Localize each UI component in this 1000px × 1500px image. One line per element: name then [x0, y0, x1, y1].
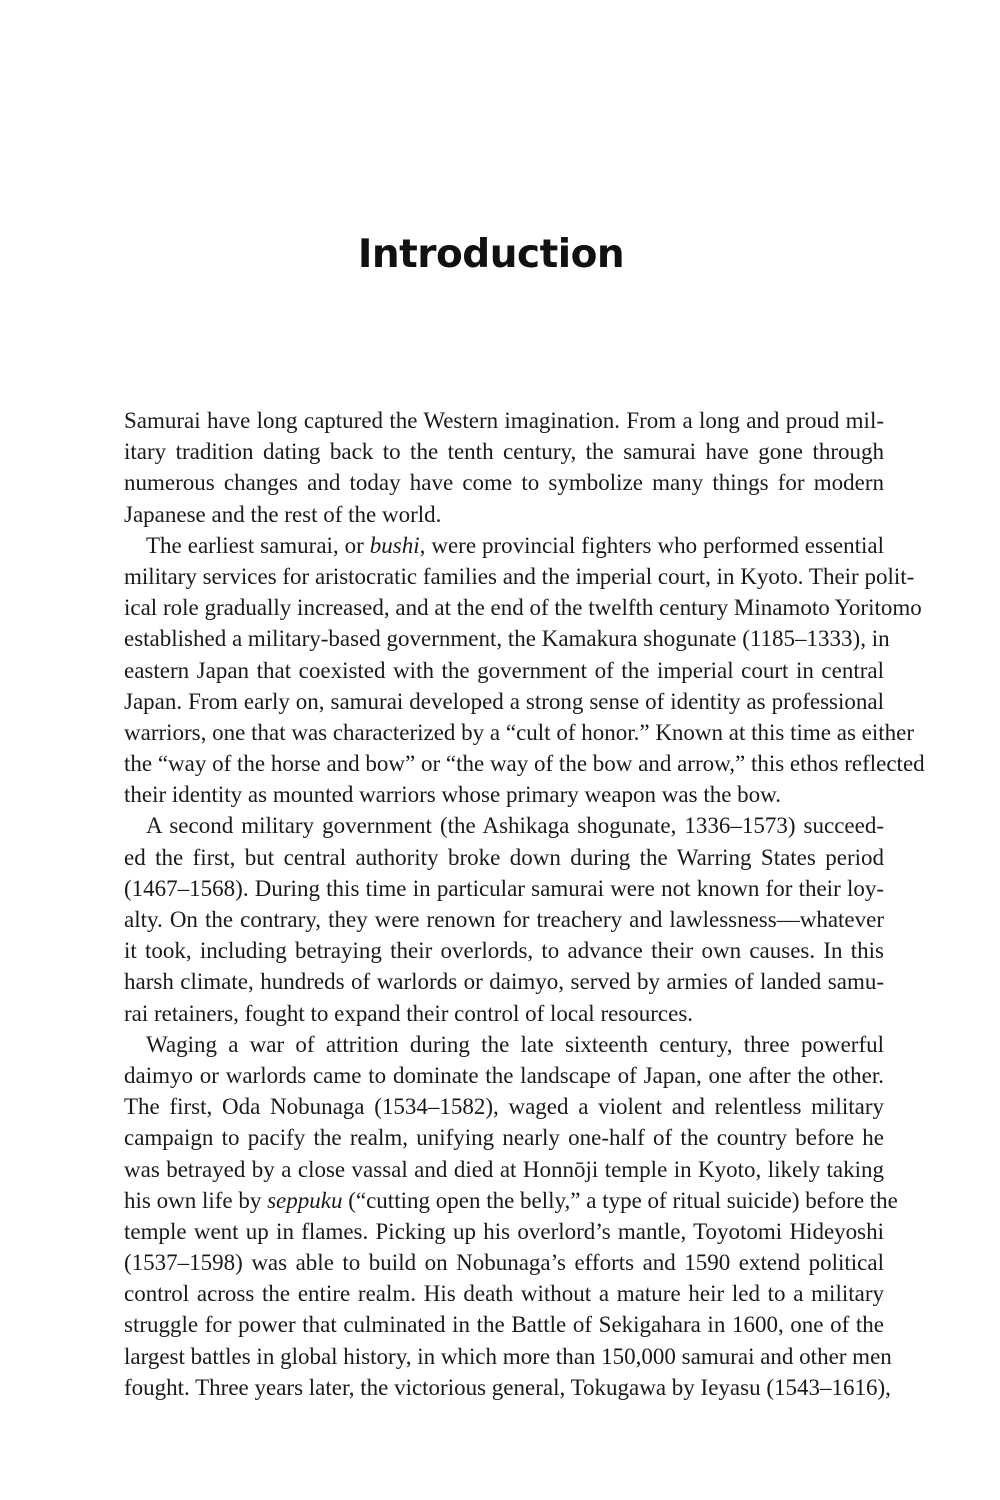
text-line: ical role gradually increased, and at the end of the twelfth century Minamoto Yoritomo	[124, 595, 922, 621]
text-line: (1537–1598) was able to build on Nobunaga’s efforts and 1590 extend political	[124, 1250, 884, 1276]
text-line: his own life by seppuku (“cutting open the belly,” a type of ritual suicide) before the	[124, 1187, 898, 1213]
text-line: eastern Japan that coexisted with the government of the imperial court in central	[124, 657, 884, 683]
text-line: alty. On the contrary, they were renown for treachery and lawlessness—whatever	[124, 907, 884, 932]
text-line: struggle for power that culminated in the Battle of Sekigahara in 1600, one of the	[124, 1312, 884, 1338]
text-line: their identity as mounted warriors whose primary weapon was the bow.	[124, 782, 782, 808]
text-line: the “way of the horse and bow” or “the way of the bow and arrow,” this ethos reflected	[124, 751, 925, 777]
text-line: was betrayed by a close vassal and died at Honnōji temple in Kyoto, likely taking	[124, 1156, 884, 1182]
text-line: A second military government (the Ashikaga shogunate, 1336–1573) succeed-	[146, 813, 884, 839]
text-line: daimyo or warlords came to dominate the landscape of Japan, one after the other.	[124, 1062, 884, 1088]
text-line: campaign to pacify the realm, unifying nearly one-half of the country before he	[124, 1125, 884, 1151]
text-line: military services for aristocratic families and the imperial court, in Kyoto. Their polit-	[124, 563, 915, 589]
text-line: itary tradition dating back to the tenth century, the samurai have gone through	[124, 439, 884, 465]
chapter-title: Introduction	[357, 232, 625, 277]
paragraph	[124, 810, 884, 1028]
text-line: it took, including betraying their overlords, to advance their own causes. In this	[124, 938, 884, 964]
text-line: rai retainers, fought to expand their control of local resources.	[124, 1000, 694, 1026]
text-line: fought. Three years later, the victorious general, Tokugawa by Ieyasu (1543–1616),	[124, 1374, 891, 1400]
text-line: ed the first, but central authority broke down during the Warring States period	[124, 844, 884, 870]
text-line: harsh climate, hundreds of warlords or daimyo, served by armies of landed samu-	[124, 969, 884, 995]
text-line: (1467–1568). During this time in particular samurai were not known for their loy-	[124, 875, 884, 901]
text-line: largest battles in global history, in which more than 150,000 samurai and other men	[124, 1343, 892, 1369]
text-line: The first, Oda Nobunaga (1534–1582), waged a violent and relentless military	[124, 1094, 884, 1120]
text-line: control across the entire realm. His death without a mature heir led to a military	[124, 1281, 884, 1307]
paragraph	[124, 1029, 898, 1403]
text-line: numerous changes and today have come to symbolize many things for modern	[124, 470, 884, 496]
text-line: Japanese and the rest of the world.	[124, 501, 442, 527]
body-text	[124, 405, 925, 1403]
text-line: Japan. From early on, samurai developed a strong sense of identity as professional	[124, 688, 884, 714]
text-line: warriors, one that was characterized by a “cult of honor.” Known at this time as either	[124, 719, 915, 745]
text-line: established a military-based government, the Kamakura shogunate (1185–1333), in	[124, 626, 890, 652]
text-line: The earliest samurai, or bushi, were provincial fighters who performed essential	[146, 532, 884, 558]
paragraph	[124, 530, 925, 811]
paragraph	[124, 405, 884, 530]
text-line: Waging a war of attrition during the late sixteenth century, three powerful	[146, 1031, 884, 1057]
text-line: temple went up in flames. Picking up his overlord’s mantle, Toyotomi Hideyoshi	[124, 1218, 884, 1244]
text-line: Samurai have long captured the Western imagination. From a long and proud mil-	[124, 408, 884, 433]
